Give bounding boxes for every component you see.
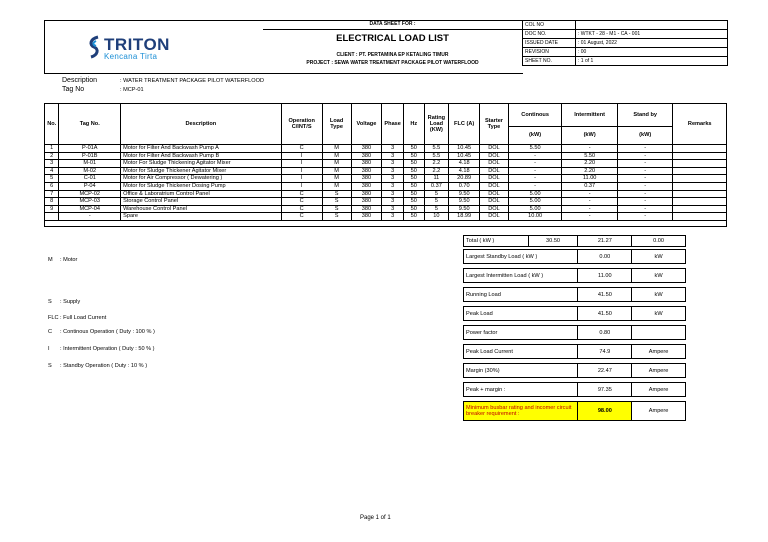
summary-value: 41.50 bbox=[578, 288, 632, 302]
summary-label: Largest Standby Load ( kW ) bbox=[464, 250, 578, 264]
cell-starter: DOL bbox=[480, 198, 509, 206]
col-voltage: Voltage bbox=[351, 104, 382, 145]
cell-remarks bbox=[673, 175, 727, 183]
doc-info-value: : WTKT - 28 - M1 - CA - 001 bbox=[576, 30, 728, 39]
doc-info-value bbox=[576, 21, 728, 30]
legend-item bbox=[48, 257, 77, 263]
cell-operation: C bbox=[281, 145, 322, 153]
cell-tag: MCP-02 bbox=[59, 190, 121, 198]
cell-remarks bbox=[673, 213, 727, 221]
cell-voltage: 380 bbox=[351, 198, 382, 206]
summary-unit: kW bbox=[632, 269, 686, 283]
summary-label: Peak Load bbox=[464, 307, 578, 321]
table-row bbox=[45, 160, 727, 168]
total-label: Total ( kW ) bbox=[464, 236, 529, 247]
cell-load-type: S bbox=[322, 190, 351, 198]
triton-logo-icon bbox=[86, 35, 104, 59]
cell-rating: 5 bbox=[424, 190, 449, 198]
cell-voltage: 380 bbox=[351, 190, 382, 198]
doc-info-label: REVISION bbox=[523, 48, 576, 57]
cell-no: 9 bbox=[45, 205, 59, 213]
cell-starter: DOL bbox=[480, 145, 509, 153]
cell-no: 2 bbox=[45, 152, 59, 160]
unit-inter: (kW) bbox=[562, 126, 618, 144]
legend-item bbox=[48, 363, 147, 369]
table-row bbox=[45, 198, 727, 206]
doc-info-label: DOC NO. bbox=[523, 30, 576, 39]
description-label: Description bbox=[62, 77, 98, 84]
cell-operation: I bbox=[281, 152, 322, 160]
col-flc: FLC (A) bbox=[449, 104, 480, 145]
cell-phase: 3 bbox=[382, 152, 404, 160]
table-row bbox=[45, 190, 727, 198]
cell-rating: 5 bbox=[424, 198, 449, 206]
cell-flc: 10.45 bbox=[449, 145, 480, 153]
cell-load-type: M bbox=[322, 145, 351, 153]
cell-rating: 0.37 bbox=[424, 182, 449, 190]
cell-flc: 4.18 bbox=[449, 167, 480, 175]
col-tag: Tag No. bbox=[59, 104, 121, 145]
summary-value: 0.00 bbox=[578, 250, 632, 264]
summary-row bbox=[464, 307, 686, 321]
cell-intermittent: 5.50 bbox=[562, 152, 618, 160]
summary-label: Peak Load Current bbox=[464, 345, 578, 359]
summary-label: Running Load bbox=[464, 288, 578, 302]
cell-no bbox=[45, 213, 59, 221]
cell-rating: 2.2 bbox=[424, 167, 449, 175]
doc-info-value: : 1 of 1 bbox=[576, 57, 728, 66]
legend-item bbox=[48, 329, 155, 335]
cell-no: 3 bbox=[45, 160, 59, 168]
cell-no: 5 bbox=[45, 175, 59, 183]
cell-intermittent: 2.20 bbox=[562, 160, 618, 168]
cell-operation: C bbox=[281, 190, 322, 198]
cell-operation: I bbox=[281, 175, 322, 183]
summary-table bbox=[463, 235, 686, 421]
doc-info-row bbox=[523, 57, 728, 66]
cell-phase: 3 bbox=[382, 167, 404, 175]
cell-phase: 3 bbox=[382, 213, 404, 221]
doc-info-value: : 00 bbox=[576, 48, 728, 57]
cell-tag: P-01A bbox=[59, 145, 121, 153]
doc-info-label: ISSUED DATE bbox=[523, 39, 576, 48]
legend-key: FLC bbox=[48, 315, 59, 321]
cell-no: 7 bbox=[45, 190, 59, 198]
cell-operation: C bbox=[281, 198, 322, 206]
cell-rating: 2.2 bbox=[424, 160, 449, 168]
col-rating: Rating Load (KW) bbox=[424, 104, 449, 145]
cell-desc: Office & Laboratrium Control Panel bbox=[121, 190, 281, 198]
summary-unit: Ampere bbox=[632, 345, 686, 359]
cell-rating: 5.5 bbox=[424, 152, 449, 160]
table-spacer-row bbox=[45, 220, 727, 226]
cell-load-type: S bbox=[322, 198, 351, 206]
cell-standby: - bbox=[617, 145, 673, 153]
cell-remarks bbox=[673, 160, 727, 168]
cell-desc: Spare bbox=[121, 213, 281, 221]
cell-flc: 0.70 bbox=[449, 182, 480, 190]
cell-continous: - bbox=[508, 152, 561, 160]
cell-starter: DOL bbox=[480, 175, 509, 183]
summary-label: Largest Intermitten Load ( kW ) bbox=[464, 269, 578, 283]
summary-unit: kW bbox=[632, 307, 686, 321]
cell-operation: I bbox=[281, 167, 322, 175]
table-row bbox=[45, 152, 727, 160]
cell-voltage: 380 bbox=[351, 167, 382, 175]
legend-key: S bbox=[48, 363, 52, 369]
cell-tag: P-01B bbox=[59, 152, 121, 160]
legend-key: I bbox=[48, 346, 50, 352]
summary-row bbox=[464, 288, 686, 302]
cell-remarks bbox=[673, 182, 727, 190]
cell-load-type: S bbox=[322, 205, 351, 213]
description-value: : WATER TREATMENT PACKAGE PILOT WATERFLOOD bbox=[120, 78, 265, 84]
doc-info-value: : 01 August, 2022 bbox=[576, 39, 728, 48]
cell-remarks bbox=[673, 190, 727, 198]
summary-unit bbox=[632, 326, 686, 340]
cell-starter: DOL bbox=[480, 152, 509, 160]
cell-starter: DOL bbox=[480, 190, 509, 198]
legend-key: M bbox=[48, 257, 53, 263]
cell-standby: - bbox=[617, 213, 673, 221]
cell-intermittent: - bbox=[562, 198, 618, 206]
unit-standby: (kW) bbox=[617, 126, 673, 144]
cell-load-type: M bbox=[322, 167, 351, 175]
cell-starter: DOL bbox=[480, 213, 509, 221]
cell-voltage: 380 bbox=[351, 205, 382, 213]
totals-row bbox=[464, 236, 686, 247]
table-row bbox=[45, 145, 727, 153]
summary-value: 0.80 bbox=[578, 326, 632, 340]
summary-unit: kW bbox=[632, 288, 686, 302]
cell-tag: M-01 bbox=[59, 160, 121, 168]
cell-hz: 50 bbox=[403, 190, 424, 198]
table-row bbox=[45, 213, 727, 221]
cell-phase: 3 bbox=[382, 175, 404, 183]
summary-unit: Ampere bbox=[632, 364, 686, 378]
company-logo bbox=[86, 33, 206, 63]
cell-rating: 11 bbox=[424, 175, 449, 183]
cell-voltage: 380 bbox=[351, 213, 382, 221]
col-standby: Stand by bbox=[617, 104, 673, 127]
cell-voltage: 380 bbox=[351, 145, 382, 153]
cell-operation: C bbox=[281, 213, 322, 221]
cell-rating: 5.5 bbox=[424, 145, 449, 153]
cell-standby: - bbox=[617, 198, 673, 206]
doc-info-row bbox=[523, 39, 728, 48]
cell-intermittent: - bbox=[562, 213, 618, 221]
summary-label: Power factor bbox=[464, 326, 578, 340]
legend-key: C bbox=[48, 329, 53, 335]
summary-row bbox=[464, 269, 686, 283]
cell-rating: 5 bbox=[424, 205, 449, 213]
cell-tag: M-02 bbox=[59, 167, 121, 175]
cell-phase: 3 bbox=[382, 160, 404, 168]
summary-row bbox=[464, 364, 686, 378]
cell-voltage: 380 bbox=[351, 160, 382, 168]
summary-unit: Ampere bbox=[632, 383, 686, 397]
cell-tag: C-01 bbox=[59, 175, 121, 183]
cell-remarks bbox=[673, 167, 727, 175]
cell-hz: 50 bbox=[403, 167, 424, 175]
total-continous: 30.50 bbox=[528, 236, 578, 247]
cell-remarks bbox=[673, 145, 727, 153]
legend-item bbox=[48, 299, 80, 305]
summary-value: 98.00 bbox=[578, 402, 632, 421]
col-remarks: Remarks bbox=[673, 104, 727, 145]
total-standby: 0.00 bbox=[632, 236, 686, 247]
cell-phase: 3 bbox=[382, 145, 404, 153]
page-footer: Page 1 of 1 bbox=[360, 515, 391, 521]
cell-tag: MCP-03 bbox=[59, 198, 121, 206]
cell-continous: - bbox=[508, 175, 561, 183]
cell-no: 4 bbox=[45, 167, 59, 175]
summary-row bbox=[464, 383, 686, 397]
document-title: ELECTRICAL LOAD LIST bbox=[336, 33, 449, 44]
cell-starter: DOL bbox=[480, 160, 509, 168]
cell-intermittent: 0.37 bbox=[562, 182, 618, 190]
cell-flc: 18.99 bbox=[449, 213, 480, 221]
doc-info-row bbox=[523, 30, 728, 39]
data-sheet-for: DATA SHEET FOR : bbox=[369, 21, 416, 27]
legend-text: : Full Load Current bbox=[60, 315, 107, 321]
cell-load-type: M bbox=[322, 182, 351, 190]
legend-key: S bbox=[48, 299, 52, 305]
cell-continous: 5.00 bbox=[508, 190, 561, 198]
summary-row bbox=[464, 402, 686, 421]
legend-text: : Standby Operation ( Duty : 10 % ) bbox=[60, 363, 148, 369]
cell-continous: - bbox=[508, 182, 561, 190]
table-row bbox=[45, 175, 727, 183]
cell-operation: I bbox=[281, 182, 322, 190]
summary-label: Margin (30%) bbox=[464, 364, 578, 378]
cell-standby: - bbox=[617, 190, 673, 198]
cell-standby: - bbox=[617, 175, 673, 183]
cell-load-type: S bbox=[322, 213, 351, 221]
cell-hz: 50 bbox=[403, 160, 424, 168]
cell-hz: 50 bbox=[403, 152, 424, 160]
cell-continous: 5.00 bbox=[508, 198, 561, 206]
legend-text: : Intermittent Operation ( Duty : 50 % ) bbox=[60, 346, 155, 352]
cell-desc: Motor for Sludge Thickener Agitator Mixer bbox=[121, 167, 281, 175]
cell-continous: 10.00 bbox=[508, 213, 561, 221]
col-hz: Hz bbox=[403, 104, 424, 145]
cell-standby: - bbox=[617, 205, 673, 213]
cell-desc: Motor for Filter And Backwash Pump A bbox=[121, 145, 281, 153]
cell-standby: - bbox=[617, 182, 673, 190]
cell-operation: C bbox=[281, 205, 322, 213]
total-intermittent: 21.27 bbox=[578, 236, 632, 247]
cell-starter: DOL bbox=[480, 205, 509, 213]
header-divider bbox=[263, 29, 522, 30]
cell-hz: 50 bbox=[403, 182, 424, 190]
legend-text: : Supply bbox=[60, 299, 81, 305]
cell-load-type: M bbox=[322, 175, 351, 183]
cell-starter: DOL bbox=[480, 182, 509, 190]
cell-phase: 3 bbox=[382, 198, 404, 206]
summary-unit: Ampere bbox=[632, 402, 686, 421]
logo-subtitle: Kencana Tirta bbox=[104, 52, 158, 61]
col-desc: Description bbox=[121, 104, 281, 145]
cell-desc: Motor for Air Compressor ( Dewatering ) bbox=[121, 175, 281, 183]
cell-phase: 3 bbox=[382, 205, 404, 213]
cell-hz: 50 bbox=[403, 213, 424, 221]
col-phase: Phase bbox=[382, 104, 404, 145]
cell-hz: 50 bbox=[403, 198, 424, 206]
cell-intermittent: - bbox=[562, 190, 618, 198]
col-starter: Starter Type bbox=[480, 104, 509, 145]
doc-info-label: SHEET NO. bbox=[523, 57, 576, 66]
summary-value: 11.00 bbox=[578, 269, 632, 283]
cell-desc: Motor For Sludge Thickening Agitator Mixer bbox=[121, 160, 281, 168]
cell-intermittent: - bbox=[562, 145, 618, 153]
col-load-type: Load Type bbox=[322, 104, 351, 145]
cell-phase: 3 bbox=[382, 190, 404, 198]
cell-desc: Warehouse Control Panel bbox=[121, 205, 281, 213]
cell-flc: 4.18 bbox=[449, 160, 480, 168]
cell-phase: 3 bbox=[382, 182, 404, 190]
legend-item bbox=[48, 346, 155, 352]
cell-tag: P-04 bbox=[59, 182, 121, 190]
cell-desc: Motor for Sludge Thickener Dosing Pump bbox=[121, 182, 281, 190]
cell-standby: - bbox=[617, 152, 673, 160]
cell-operation: I bbox=[281, 160, 322, 168]
doc-info-table bbox=[522, 20, 728, 66]
cell-remarks bbox=[673, 205, 727, 213]
tag-value: : MCP-01 bbox=[120, 87, 144, 93]
summary-value: 22.47 bbox=[578, 364, 632, 378]
summary-row bbox=[464, 250, 686, 264]
summary-value: 74.9 bbox=[578, 345, 632, 359]
cell-hz: 50 bbox=[403, 205, 424, 213]
summary-row bbox=[464, 345, 686, 359]
legend-item bbox=[48, 315, 106, 321]
summary-row bbox=[464, 326, 686, 340]
cell-flc: 10.45 bbox=[449, 152, 480, 160]
legend-text: : Continous Operation ( Duty : 100 % ) bbox=[60, 329, 155, 335]
cell-starter: DOL bbox=[480, 167, 509, 175]
table-row bbox=[45, 182, 727, 190]
cell-voltage: 380 bbox=[351, 152, 382, 160]
table-header-row bbox=[45, 104, 727, 127]
cell-tag: - bbox=[59, 213, 121, 221]
cell-intermittent: 2.20 bbox=[562, 167, 618, 175]
cell-rating: 10 bbox=[424, 213, 449, 221]
client-line: CLIENT : PT. PERTAMINA EP KETALING TIMUR bbox=[336, 52, 449, 58]
cell-remarks bbox=[673, 152, 727, 160]
cell-desc: Motor for Filter And Backwash Pump B bbox=[121, 152, 281, 160]
cell-no: 8 bbox=[45, 198, 59, 206]
cell-standby: - bbox=[617, 167, 673, 175]
cell-flc: 20.89 bbox=[449, 175, 480, 183]
summary-unit: kW bbox=[632, 250, 686, 264]
cell-flc: 9.50 bbox=[449, 190, 480, 198]
cell-voltage: 380 bbox=[351, 182, 382, 190]
summary-label: Peak + margin : bbox=[464, 383, 578, 397]
cell-continous: 5.00 bbox=[508, 205, 561, 213]
cell-continous: - bbox=[508, 167, 561, 175]
legend-text: : Motor bbox=[60, 257, 78, 263]
cell-continous: - bbox=[508, 160, 561, 168]
cell-intermittent: - bbox=[562, 205, 618, 213]
load-list-table bbox=[44, 103, 727, 227]
cell-voltage: 380 bbox=[351, 175, 382, 183]
cell-remarks bbox=[673, 198, 727, 206]
summary-value: 97.35 bbox=[578, 383, 632, 397]
cell-desc: Storage Control Panel bbox=[121, 198, 281, 206]
col-intermittent: Intermittent bbox=[562, 104, 618, 127]
doc-info-row bbox=[523, 48, 728, 57]
col-continous: Continous bbox=[508, 104, 561, 127]
cell-standby: - bbox=[617, 160, 673, 168]
summary-value: 41.50 bbox=[578, 307, 632, 321]
table-row bbox=[45, 205, 727, 213]
cell-continous: 5.50 bbox=[508, 145, 561, 153]
table-row bbox=[45, 167, 727, 175]
cell-no: 1 bbox=[45, 145, 59, 153]
tag-label: Tag No bbox=[62, 86, 85, 93]
cell-load-type: M bbox=[322, 152, 351, 160]
unit-cont: (kW) bbox=[508, 126, 561, 144]
cell-tag: MCP-04 bbox=[59, 205, 121, 213]
logo-name: TRITON bbox=[104, 35, 170, 54]
cell-no: 6 bbox=[45, 182, 59, 190]
cell-load-type: M bbox=[322, 160, 351, 168]
summary-label: Minimum busbar rating and incomer circuit breaker requirement : bbox=[464, 402, 578, 421]
col-no: No. bbox=[45, 104, 59, 145]
cell-hz: 50 bbox=[403, 175, 424, 183]
cell-hz: 50 bbox=[403, 145, 424, 153]
cell-flc: 9.50 bbox=[449, 198, 480, 206]
project-line: PROJECT : SEWA WATER TREATMENT PACKAGE PILOT WATERFLOOD bbox=[306, 60, 479, 66]
cell-intermittent: 11.00 bbox=[562, 175, 618, 183]
doc-info-row bbox=[523, 21, 728, 30]
cell-flc: 9.50 bbox=[449, 205, 480, 213]
doc-info-label: COL NO bbox=[523, 21, 576, 30]
col-operation: Operation C/INT/S bbox=[281, 104, 322, 145]
